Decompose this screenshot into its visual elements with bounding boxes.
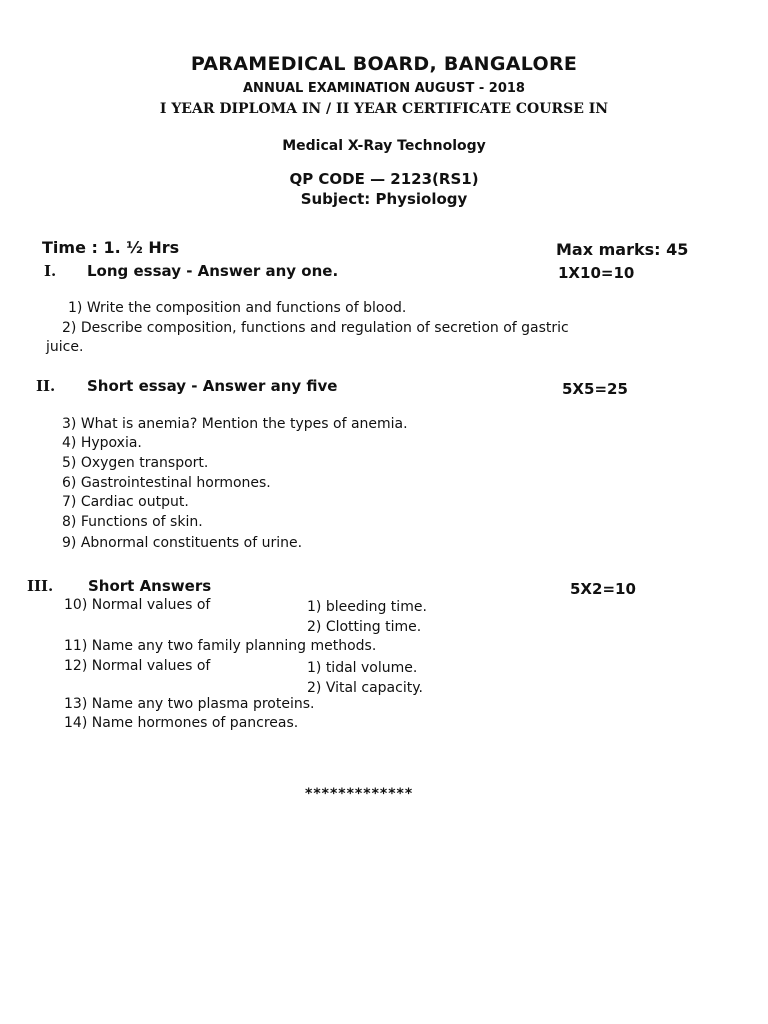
section-title: Short Answers: [88, 577, 212, 595]
section-numeral: I.: [44, 262, 57, 280]
question-item: 9) Abnormal constituents of urine.: [62, 535, 303, 551]
subject-title: Subject: Physiology: [300, 190, 468, 208]
section-numeral: III.: [27, 577, 54, 595]
question-subitem: 1) tidal volume.: [307, 660, 418, 676]
question-subitem: 1) bleeding time.: [307, 599, 427, 615]
question-subitem: 2) Clotting time.: [307, 619, 422, 635]
board-title: PARAMEDICAL BOARD, BANGALORE: [190, 53, 578, 75]
question-item: 8) Functions of skin.: [62, 514, 203, 530]
course-title: I YEAR DIPLOMA IN / II YEAR CERTIFICATE COURSE IN: [159, 101, 609, 117]
qp-code: QP CODE — 2123(RS1): [289, 170, 479, 188]
time-label: Time : 1. ½ Hrs: [42, 238, 180, 257]
question-item: 4) Hypoxia.: [62, 435, 142, 451]
question-item: 12) Normal values of: [64, 658, 211, 674]
question-item: 14) Name hormones of pancreas.: [64, 715, 299, 731]
question-item: 2) Describe composition, functions and regulation of secretion of gastric: [62, 320, 569, 336]
section-title: Short essay - Answer any five: [87, 377, 338, 395]
question-item: 10) Normal values of: [64, 597, 211, 613]
question-item: 13) Name any two plasma proteins.: [64, 696, 315, 712]
end-stars: *************: [305, 786, 414, 802]
section-marks: 1X10=10: [558, 264, 635, 282]
question-item: 5) Oxygen transport.: [62, 455, 209, 471]
program-title: Medical X-Ray Technology: [282, 138, 486, 154]
section-numeral: II.: [36, 377, 56, 395]
question-item: 11) Name any two family planning methods.: [64, 638, 377, 654]
question-item: 1) Write the composition and functions of blood.: [68, 300, 407, 316]
section-marks: 5X2=10: [570, 580, 636, 598]
question-item: 7) Cardiac output.: [62, 494, 189, 510]
question-item: juice.: [46, 339, 84, 355]
section-title: Long essay - Answer any one.: [87, 262, 339, 280]
max-marks-label: Max marks: 45: [556, 240, 689, 259]
question-subitem: 2) Vital capacity.: [307, 680, 423, 696]
question-item: 6) Gastrointestinal hormones.: [62, 475, 271, 491]
exam-title: ANNUAL EXAMINATION AUGUST - 2018: [243, 81, 525, 96]
section-marks: 5X5=25: [562, 380, 628, 398]
question-item: 3) What is anemia? Mention the types of anemia.: [62, 416, 408, 432]
